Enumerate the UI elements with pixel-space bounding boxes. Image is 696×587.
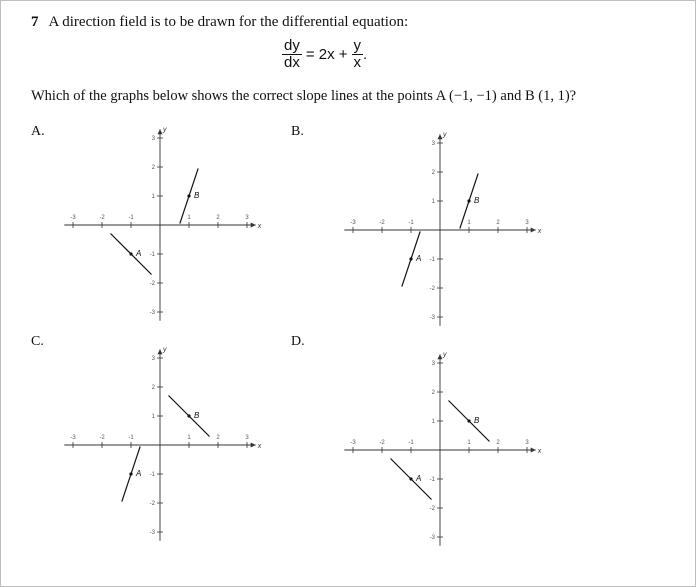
- graph-option-d[interactable]: [340, 350, 540, 560]
- y-axis-arrow: [158, 349, 163, 354]
- point-b-dot: [467, 419, 470, 422]
- y-axis-arrow: [438, 134, 443, 139]
- x-tick-label: -1: [408, 220, 414, 226]
- graph-option-c[interactable]: [60, 345, 260, 555]
- y-axis-arrow: [438, 354, 443, 359]
- point-a-dot: [129, 472, 132, 475]
- x-tick-label: -3: [350, 440, 356, 446]
- y-tick-label: -2: [429, 286, 435, 292]
- y-tick-label: -1: [149, 252, 155, 258]
- x-tick-label: -2: [379, 440, 385, 446]
- x-tick-label: -1: [408, 440, 414, 446]
- point-b-dot: [187, 414, 190, 417]
- differential-equation: [282, 38, 367, 71]
- y-tick-label: 1: [431, 419, 435, 425]
- y-tick-label: -3: [429, 535, 435, 541]
- x-tick-label: -3: [70, 435, 76, 441]
- y-tick-label: -1: [149, 472, 155, 478]
- question-prompt: Which of the graphs below shows the correct slope lines at the points A (−1, −1) and B (1, 1)?: [31, 88, 577, 104]
- x-axis-label: x: [537, 448, 542, 455]
- y-tick-label: 3: [151, 356, 155, 362]
- y-tick-label: 3: [151, 136, 155, 142]
- point-b-label: B: [474, 196, 480, 205]
- x-tick-label: 3: [245, 215, 249, 221]
- x-tick-label: 3: [245, 435, 249, 441]
- y-axis-label: y: [163, 126, 167, 134]
- x-tick-label: -2: [99, 215, 105, 221]
- y-over-x-fraction: [352, 38, 364, 71]
- x-axis-label: x: [257, 443, 262, 450]
- question-text: A direction field is to be drawn for the differential equation:: [48, 14, 409, 30]
- x-denominator: x: [353, 53, 362, 71]
- x-tick-label: 1: [187, 215, 191, 221]
- y-tick-label: -3: [149, 310, 155, 316]
- option-a-label[interactable]: A.: [31, 124, 45, 139]
- point-a-label: A: [136, 469, 142, 478]
- graph-option-b[interactable]: [340, 130, 540, 340]
- x-tick-label: -3: [350, 220, 356, 226]
- x-tick-label: 2: [496, 220, 500, 226]
- y-tick-label: -3: [429, 315, 435, 321]
- y-tick-label: 3: [431, 141, 435, 147]
- question-stem: [31, 14, 408, 31]
- y-axis-arrow: [158, 129, 163, 134]
- x-tick-label: 2: [216, 435, 220, 441]
- x-tick-label: -3: [70, 215, 76, 221]
- equation-period: .: [363, 45, 368, 63]
- y-axis-label: y: [443, 351, 447, 359]
- point-b-label: B: [474, 416, 480, 425]
- point-b-label: B: [194, 191, 200, 200]
- point-b-dot: [467, 199, 470, 202]
- y-axis-label: y: [163, 346, 167, 354]
- point-a-label: A: [416, 474, 422, 483]
- x-axis-arrow: [531, 448, 536, 453]
- option-c-label[interactable]: C.: [31, 334, 44, 349]
- point-a-dot: [409, 257, 412, 260]
- x-axis-arrow: [251, 223, 256, 228]
- x-tick-label: 1: [467, 220, 471, 226]
- y-numerator: y: [353, 37, 362, 54]
- dy-dx-fraction: [282, 38, 302, 71]
- x-tick-label: 2: [496, 440, 500, 446]
- y-tick-label: -2: [149, 281, 155, 287]
- y-tick-label: -1: [429, 477, 435, 483]
- x-axis-label: x: [537, 228, 542, 235]
- x-tick-label: 2: [216, 215, 220, 221]
- graph-option-a[interactable]: [60, 125, 260, 335]
- option-d-label[interactable]: D.: [291, 334, 305, 349]
- x-tick-label: 3: [525, 440, 529, 446]
- question-number: 7: [31, 14, 39, 30]
- y-tick-label: 1: [151, 414, 155, 420]
- x-axis-label: x: [257, 223, 262, 230]
- point-a-label: A: [416, 254, 422, 263]
- x-tick-label: 1: [187, 435, 191, 441]
- y-tick-label: -3: [149, 530, 155, 536]
- point-a-dot: [409, 477, 412, 480]
- x-tick-label: -1: [128, 435, 134, 441]
- dx-denominator: dx: [284, 53, 300, 71]
- x-axis-arrow: [531, 228, 536, 233]
- x-tick-label: 3: [525, 220, 529, 226]
- x-tick-label: -1: [128, 215, 134, 221]
- y-tick-label: 1: [151, 194, 155, 200]
- x-tick-label: -2: [99, 435, 105, 441]
- y-tick-label: -2: [149, 501, 155, 507]
- y-tick-label: 3: [431, 361, 435, 367]
- point-b-label: B: [194, 411, 200, 420]
- x-tick-label: 1: [467, 440, 471, 446]
- option-b-label[interactable]: B.: [291, 124, 304, 139]
- x-tick-label: -2: [379, 220, 385, 226]
- point-a-dot: [129, 252, 132, 255]
- y-tick-label: 2: [151, 165, 155, 171]
- y-tick-label: -2: [429, 506, 435, 512]
- y-tick-label: 2: [431, 170, 435, 176]
- y-tick-label: 2: [151, 385, 155, 391]
- y-tick-label: 2: [431, 390, 435, 396]
- y-tick-label: 1: [431, 199, 435, 205]
- y-tick-label: -1: [429, 257, 435, 263]
- y-axis-label: y: [443, 131, 447, 139]
- dy-numerator: dy: [284, 37, 300, 54]
- point-b-dot: [187, 194, 190, 197]
- x-axis-arrow: [251, 443, 256, 448]
- equation-middle: = 2x +: [305, 45, 348, 63]
- point-a-label: A: [136, 249, 142, 258]
